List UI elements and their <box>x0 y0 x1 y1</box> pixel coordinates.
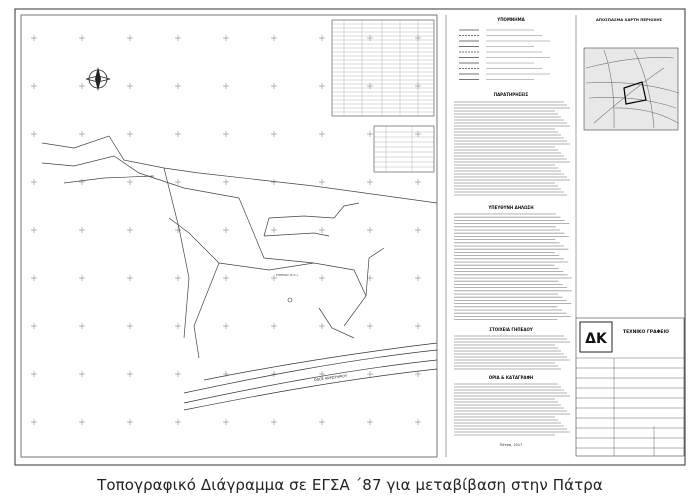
declaration-title: ΥΠΕΥΘΥΝΗ ΔΗΛΩΣΗ <box>488 205 534 210</box>
notes-title: ΠΑΡΑΤΗΡΗΣΕΙΣ <box>493 92 529 97</box>
boundaries-title: ΟΡΙΑ & ΚΑΤΑΓΡΑΦΗ <box>488 375 534 380</box>
topographic-sheet <box>14 8 686 466</box>
image-caption: Τοπογραφικό Διάγραμμα σε ΕΓΣΑ ΄87 για μεταβίβαση στην Πάτρα <box>97 476 603 494</box>
road-label: ΟΔΟΣ ΑΚΡΩΤΗΡΙΟΥ <box>313 373 348 382</box>
location-map <box>584 48 679 130</box>
data-title: ΣΤΟΙΧΕΙΑ ΓΗΠΕΔΟΥ <box>489 327 533 332</box>
company-name: ΤΕΧΝΙΚΟ ΓΡΑΦΕΙΟ <box>623 330 669 335</box>
legend-title: ΥΠΟΜΝΗΜΑ <box>497 17 525 22</box>
logo-letters: ΔΚ <box>585 331 607 347</box>
parcel-labels <box>276 273 298 277</box>
location-title: ΑΠΟΣΠΑΣΜΑ ΧΑΡΤΗ ΠΕΡΙΟΧΗΣ <box>595 17 663 22</box>
place-date: Πάτρα, 2017 <box>499 443 523 447</box>
parcel-label: ΓΗΠΕΔΟ (Κ.Α.) <box>276 273 298 277</box>
